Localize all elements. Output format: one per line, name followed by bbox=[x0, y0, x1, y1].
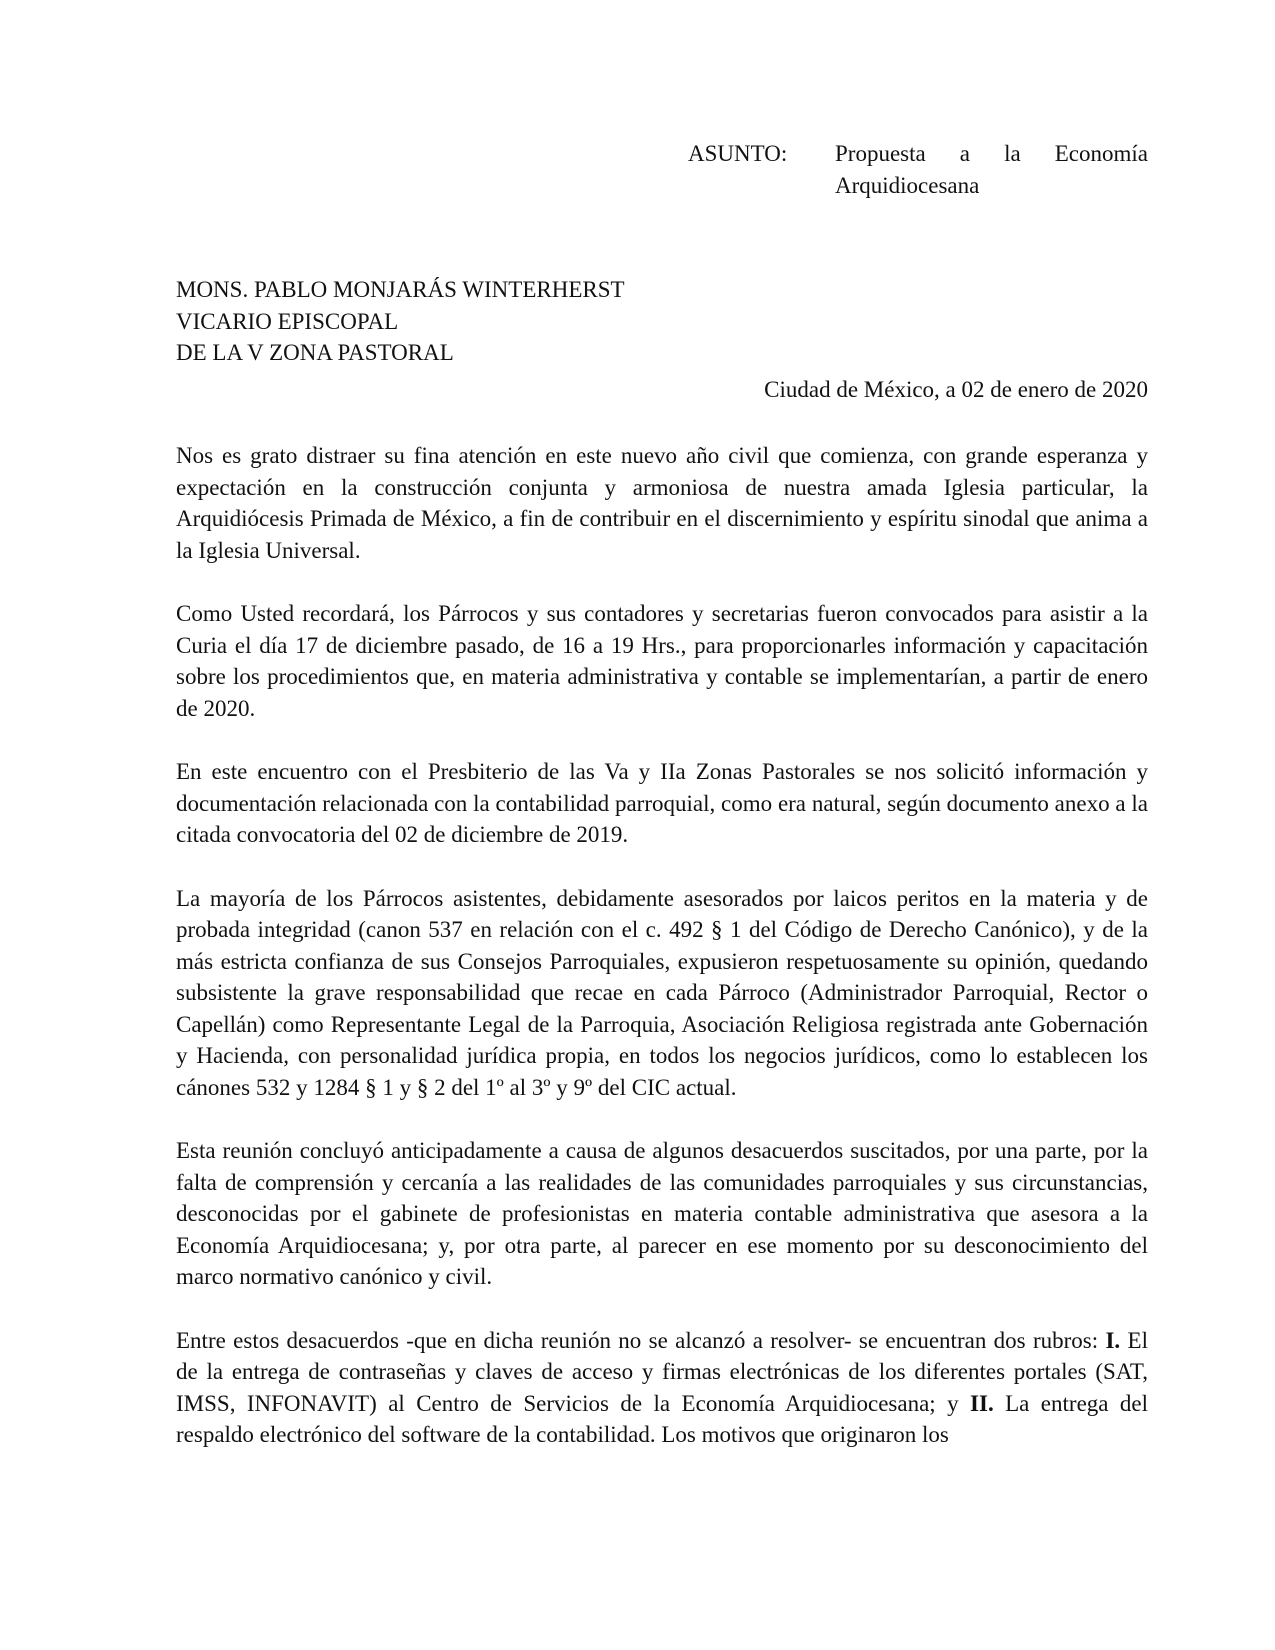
subject-line-2: Arquidiocesana bbox=[835, 172, 980, 198]
paragraph-6-intro: Entre estos desacuerdos -que en dicha reunión no se alcanzó a resolver- se encuentran dos rubros: bbox=[176, 1327, 1106, 1353]
recipient-name: MONS. PABLO MONJARÁS WINTERHERST bbox=[176, 277, 625, 302]
paragraph-6 bbox=[176, 1325, 1148, 1451]
item-number-1: I. bbox=[1105, 1327, 1121, 1353]
recipient-block bbox=[176, 274, 876, 369]
paragraph-4: La mayoría de los Párrocos asistentes, debidamente asesorados por laicos peritos en la materia y de probada integridad (canon 537 en relación con el c. 492 § 1 del Código de Derecho Canónico), y de la más estricta confianza de sus Consejos Parroquiales, expusieron respetuosamente su opinión, quedando subsistente la grave responsabilidad que recae en cada Párroco (Administrador Parroquial, Rector o Capellán) como Representante Legal de la Parroquia, Asociación Religiosa registrada ante Gobernación y Hacienda, con personalidad jurídica propia, en todos los negocios jurídicos, como lo establecen los cánones 532 y 1284 § 1 y § 2 del 1º al 3º y 9º del CIC actual. bbox=[176, 885, 1148, 1100]
letter-body bbox=[176, 440, 1148, 1451]
item-number-2: II. bbox=[970, 1390, 994, 1416]
date-line: Ciudad de México, a 02 de enero de 2020 bbox=[764, 377, 1148, 402]
subject-label: ASUNTO: bbox=[688, 141, 788, 166]
recipient-zone: DE LA V ZONA PASTORAL bbox=[176, 340, 454, 365]
paragraph-5: Esta reunión concluyó anticipadamente a causa de algunos desacuerdos suscitados, por una parte, por la falta de comprensión y cercanía a las realidades de las comunidades parroquiales y sus circunstancias, desconocidas por el gabinete de profesionistas en materia contable administrativa que asesora a la Economía Arquidiocesana; y, por otra parte, al parecer en ese momento por su desconocimiento del marco normativo canónico y civil. bbox=[176, 1138, 1148, 1289]
paragraph-3: En este encuentro con el Presbiterio de las Va y IIa Zonas Pastorales se nos solicitó información y documentación relacionada con la contabilidad parroquial, como era natural, según documento anexo a la citada convocatoria del 02 de diciembre de 2019. bbox=[176, 759, 1148, 847]
recipient-title: VICARIO EPISCOPAL bbox=[176, 308, 399, 334]
paragraph-6-item-2: La entrega del respaldo electrónico del software de la contabilidad. Los motivos que originaron los bbox=[176, 1390, 1149, 1447]
paragraph-6-item-1: El de la entrega de contraseñas y claves de acceso y firmas electrónicas de los diferentes portales (SAT, IMSS, INFONAVIT) al Centro de Servicios de la Economía Arquidiocesana; y bbox=[176, 1327, 1148, 1416]
paragraph-1: Nos es grato distraer su fina atención en este nuevo año civil que comienza, con grande esperanza y expectación en la construcción conjunta y armoniosa de nuestra amada Iglesia particular, la Arquidiócesis Primada de México, a fin de contribuir en el discernimiento y espíritu sinodal que anima a la Iglesia Universal. bbox=[176, 443, 1148, 563]
subject-text bbox=[835, 138, 1148, 201]
subject-line-1: Propuesta a la Economía bbox=[835, 141, 1148, 166]
paragraph-2: Como Usted recordará, los Párrocos y sus contadores y secretarias fueron convocados para asistir a la Curia el día 17 de diciembre pasado, de 16 a 19 Hrs., para proporcionarles información y capacitación sobre los procedimientos que, en materia administrativa y contable se implementarían, a partir de enero de 2020. bbox=[176, 601, 1148, 721]
